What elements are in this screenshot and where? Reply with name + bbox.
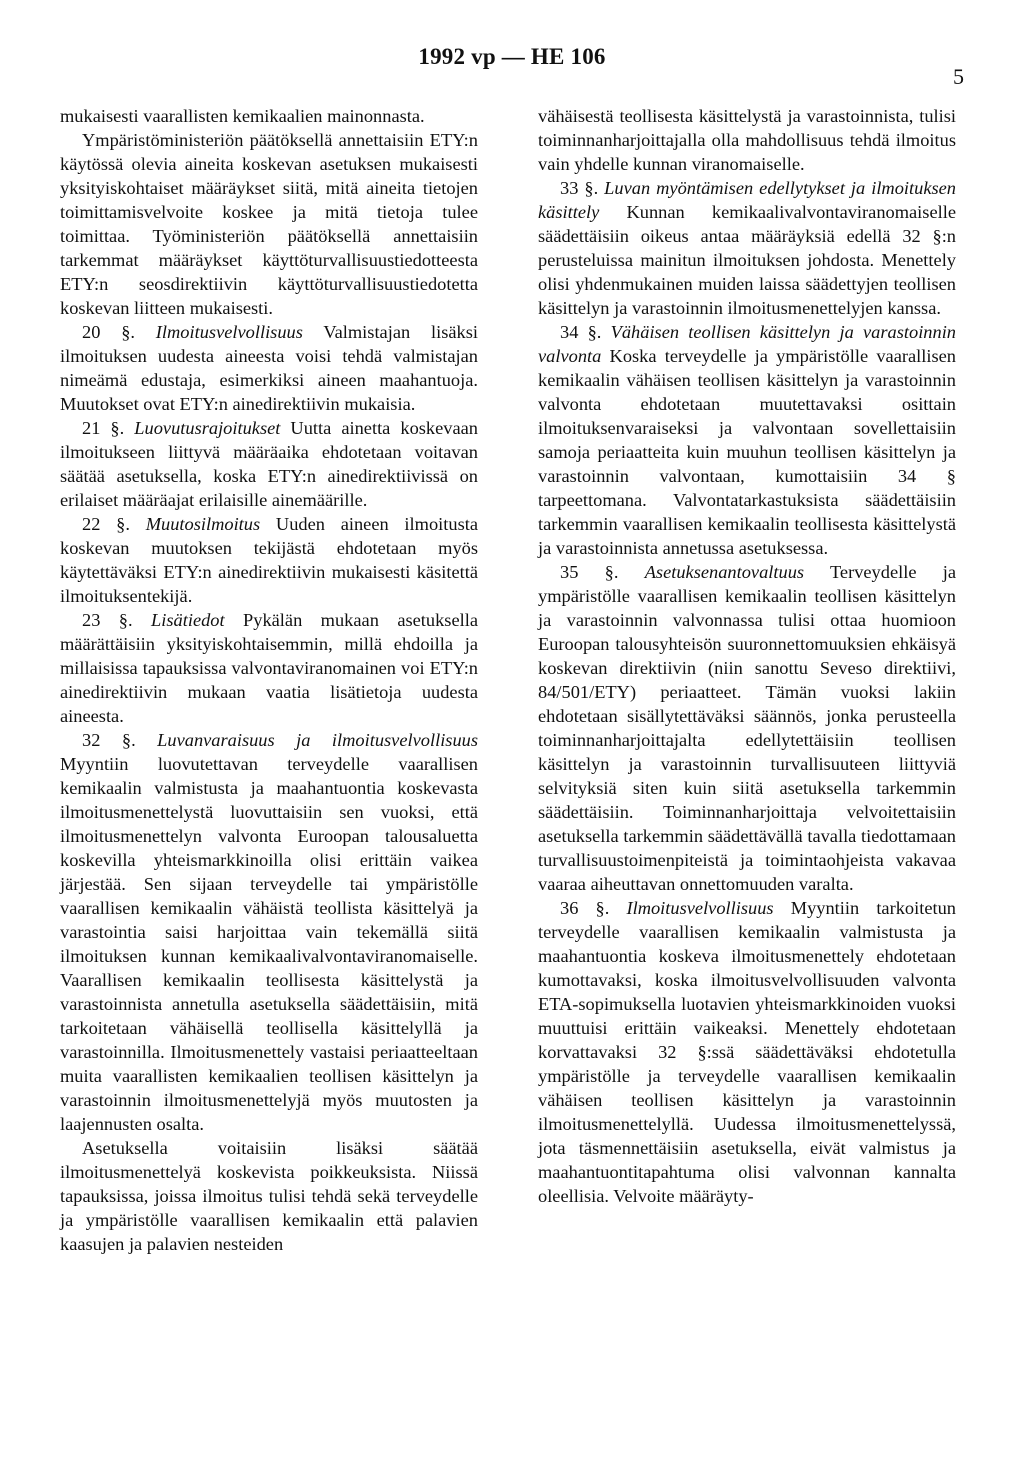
section-number: 32 §.	[82, 730, 136, 750]
section-text: Valmistajan lisäksi ilmoituksen uudesta aineesta voisi tehdä valmistajan nimeämä edustaja, esimerkiksi aineen maahantuoja. Muutokset ovat ETY:n ainedirektiivin mukaisia.	[60, 322, 478, 414]
section-text: Terveydelle ja ympäristölle vaarallisen kemikaalin teollisen käsittelyn ja varastoinnin valvonnassa tulisi ottaa huomioon Euroopan talousyhteisön suuronnettomuuksien ehkäisyä koskevan direktiivin (niin sanottu Seveso direktiivi, 84/501/ETY) periaatteet. Tämän vuoksi lakiin ehdotetaan sisällytettäväksi säännös, jonka perusteella toiminnanharjoittajalta edellytettäisiin teollisen käsittelyn ja varastoinnin turvallisuuteen liittyviä selvityksiä siten kuin siitä asetuksella tarkemmin säädettäisiin. Toiminnanharjoittaja velvoitettaisiin asetuksella tarkemmin säädettävällä tavalla tiedottamaan turvallisuustoimenpiteistä ja toimintaohjeista vakavaa vaaraa aiheuttavan onnettomuuden varalta.	[538, 562, 956, 894]
section-number: 33 §.	[560, 178, 599, 198]
section-title: Luvanvaraisuus ja ilmoitusvelvollisuus	[157, 730, 479, 750]
section-number: 22 §.	[82, 514, 130, 534]
section-text: Myyntiin luovutettavan terveydelle vaarallisen kemikaalin valmistusta ja maahantuontia koskevasta ilmoitusmenettelystä luovuttaisiin sen vuoksi, että ilmoitusmenettelyn valvonta Euroopan talousaluetta koskevilla yhteismarkkinoilla olisi erittäin vaikea järjestää. Sen sijaan terveydelle tai ympäristölle vaarallisen kemikaalin vähäistä teollista käsittelyä ja varastointia saisi harjoittaa vain tekemällä siitä ilmoituksen kunnan kemikaalivalvontaviranomaiselle. Vaarallisen kemikaalin teollisesta käsittelystä ja varastoinnista annetulla asetuksella säädettäisiin, mitä tarkoitetaan vähäisellä teollisella käsittelyllä ja varastoinnilla. Ilmoitusmenettely vastaisi periaatteeltaan muita vaarallisten kemikaalien teollisen käsittelyn ja varastoinnin ilmoitusmenettelyjä myös muutosten ja laajennusten osalta.	[60, 754, 478, 1134]
paragraph	[60, 104, 478, 128]
section-text: Pykälän mukaan asetuksella määrättäisiin yksityiskohtaisemmin, millä ehdoilla ja millaisissa tapauksissa valvontaviranomainen voi ETY:n ainedirektiivin mukaan vaatia lisätietoja uudesta aineesta.	[60, 610, 478, 726]
section-22	[60, 512, 478, 608]
paragraph-text: Ympäristöministeriön päätöksellä annettaisiin ETY:n käytössä olevia aineita koskevan asetuksen mukaisesti yksityiskohtaiset määräykset siitä, mitä aineita tietojen toimittamisvelvoite koskee ja mitä tietoja tulee toimittaa. Työministeriön päätöksellä annettaisiin tarkemmat määräykset käyttöturvallisuustiedotteesta ETY:n seosdirektiivin käyttöturvallisuustiedotetta koskevan liitteen mukaisesti.	[60, 130, 478, 318]
right-column	[538, 104, 956, 1208]
section-title: Luovutusrajoitukset	[134, 418, 281, 438]
page-header	[0, 44, 1024, 89]
section-34	[538, 320, 956, 560]
section-text: Myyntiin tarkoitetun terveydelle vaarallisen kemikaalin valmistusta ja maahantuontia koskeva ilmoitusmenettely ehdotetaan kumottavaksi, koska ilmoitusvelvollisuuden valvonta ETA-sopimuksella luotavien yhteismarkkinoiden vuoksi muuttuisi erittäin vaikeaksi. Menettely ehdotetaan korvattavaksi 32 §:ssä säädettäväksi ehdotetulla ympäristölle ja terveydelle vaarallisen kemikaalin vähäisen teollisen käsittelyn ja varastoinnin ilmoitusmenettelyllä. Uudessa ilmoitusmenettelyssä, jota täsmennettäisiin asetuksella, eivät valmistus ja maahantuontitapahtuma olisi valvonnan kannalta oleellisia. Velvoite määräyty-	[538, 898, 956, 1206]
section-title: Asetuksenantovaltuus	[644, 562, 805, 582]
left-column	[60, 104, 478, 1256]
section-title: Vähäisen teollisen käsittelyn ja varastoinnin valvonta	[538, 322, 956, 366]
section-33	[538, 176, 956, 320]
paragraph-text: vähäisestä teollisesta käsittelystä ja varastoinnista, tulisi toiminnanharjoittajalla olla mahdollisuus tehdä ilmoitus vain yhdelle kunnan viranomaiselle.	[538, 106, 956, 174]
section-number: 20 §.	[82, 322, 135, 342]
section-number: 35 §.	[560, 562, 619, 582]
section-36	[538, 896, 956, 1208]
section-title: Muutosilmoitus	[145, 514, 261, 534]
section-title: Luvan myöntämisen edellytykset ja ilmoituksen käsittely	[538, 178, 956, 222]
paragraph-text: Asetuksella voitaisiin lisäksi säätää ilmoitusmenettelyä koskevista poikkeuksista. Niissä tapauksissa, joissa ilmoitus tulisi tehdä sekä terveydelle ja ympäristölle vaarallisen kemikaalin että palavien kaasujen ja palavien nesteiden	[60, 1138, 478, 1254]
section-title: Ilmoitusvelvollisuus	[155, 322, 303, 342]
section-text: Uutta ainetta koskevaan ilmoitukseen liittyvä määräaika ehdotetaan voitavan säätää asetuksella, koska ETY:n ainedirektiivissä on erilaiset määräajat erilaisille ainemäärille.	[60, 418, 478, 510]
section-35	[538, 560, 956, 896]
section-number: 23 §.	[82, 610, 133, 630]
section-text: Uuden aineen ilmoitusta koskevan muutoksen tekijästä ehdotetaan myös käytettäväksi ETY:n ainedirektiivin mukaisesti käsitettä ilmoituksentekijä.	[60, 514, 478, 606]
section-number: 21 §.	[82, 418, 125, 438]
section-text: Kunnan kemikaalivalvontaviranomaiselle säädettäisiin oikeus antaa määräyksiä edellä 32 §:n perusteluissa mainitun ilmoituksen johdosta. Menettely olisi yhdenmukainen muiden laissa säädettyjen teollisen käsittelyn ja varastoinnin ilmoitusmenettelyjen kanssa.	[538, 202, 956, 318]
section-number: 36 §.	[560, 898, 610, 918]
paragraph	[60, 128, 478, 320]
paragraph-text: mukaisesti vaarallisten kemikaalien mainonnasta.	[60, 106, 425, 126]
section-number: 34 §.	[560, 322, 602, 342]
section-20	[60, 320, 478, 416]
paragraph	[538, 104, 956, 176]
page-number: 5	[953, 64, 964, 89]
section-text: Koska terveydelle ja ympäristölle vaarallisen kemikaalin vähäisen teollisen käsittelyn ja varastoinnin valvonta ehdotetaan muutettavaksi osittain ilmoituksenvaraiseksi ja valvontaan sovellettaisiin samoja periaatteita kuin muuhun teollisen käsittelyn ja varastoinnin valvontaan, kumottaisiin 34 § tarpeettomana. Valvontatarkastuksista säädettäisiin tarkemmin vaarallisen kemikaalin teollisesta käsittelystä ja varastoinnista annetussa asetuksessa.	[538, 346, 956, 558]
paragraph	[60, 1136, 478, 1256]
section-21	[60, 416, 478, 512]
section-32	[60, 728, 478, 1136]
running-head: 1992 vp — HE 106	[418, 44, 606, 69]
section-title: Lisätiedot	[151, 610, 225, 630]
section-title: Ilmoitusvelvollisuus	[626, 898, 774, 918]
section-23	[60, 608, 478, 728]
